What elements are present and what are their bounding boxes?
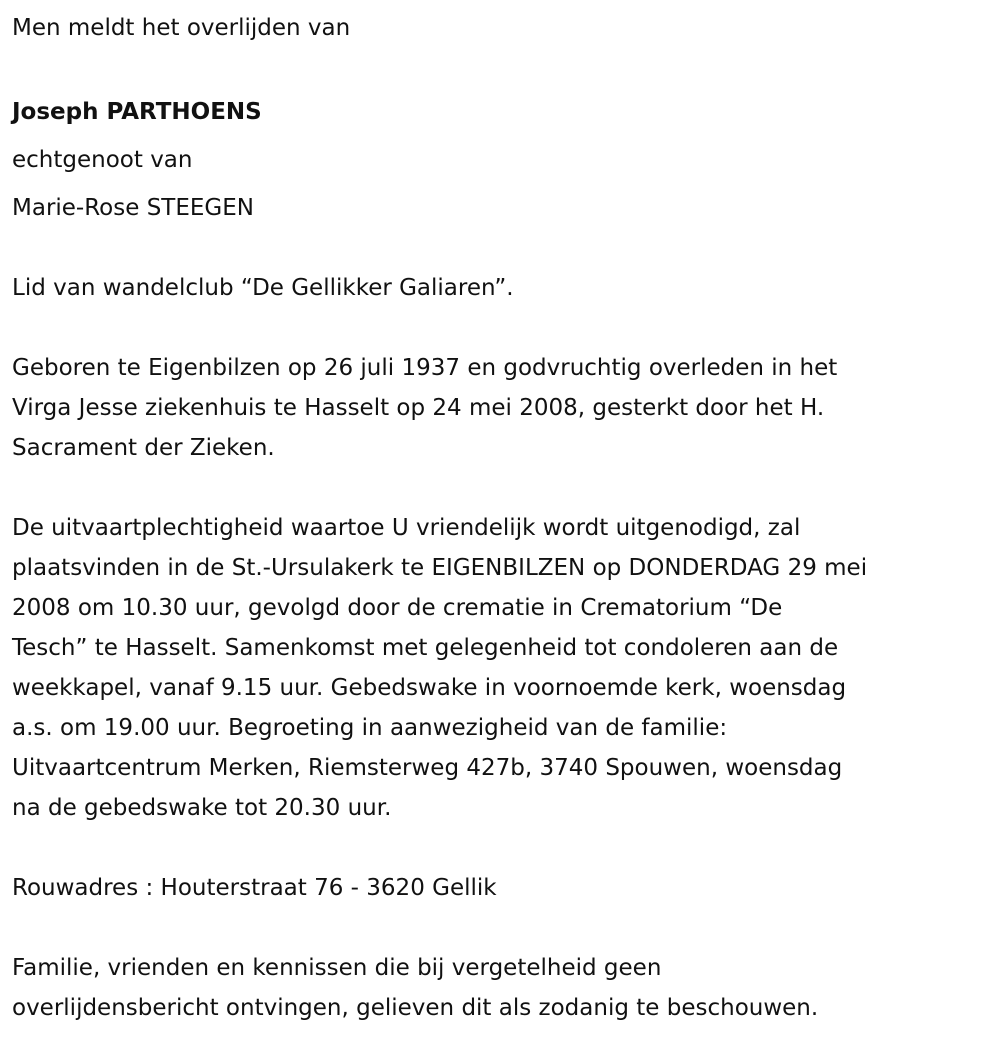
paragraph-line: na de gebedswake tot 20.30 uur. [12, 795, 392, 821]
closing-paragraph [12, 948, 867, 1028]
obituary-document [12, 8, 867, 1028]
paragraph-line: Lid van wandelclub “De Gellikker Galiaren”. [12, 275, 514, 301]
paragraph-line: Virga Jesse ziekenhuis te Hasselt op 24 mei 2008, gesterkt door het H. [12, 395, 825, 421]
paragraph-line: De uitvaartplechtigheid waartoe U vriendelijk wordt uitgenodigd, zal [12, 515, 801, 541]
paragraph-line: Tesch” te Hasselt. Samenkomst met gelegenheid tot condoleren aan de [12, 635, 839, 661]
funeral-paragraph [12, 508, 867, 828]
paragraph-line: Rouwadres : Houterstraat 76 - 3620 Gellik [12, 875, 497, 901]
intro-text: Men meldt het overlijden van [12, 15, 351, 41]
paragraph-line: weekkapel, vanaf 9.15 uur. Gebedswake in voornoemde kerk, woensdag [12, 675, 847, 701]
birth-paragraph [12, 348, 867, 468]
paragraph-line: overlijdensbericht ontvingen, gelieven dit als zodanig te beschouwen. [12, 995, 819, 1021]
paragraph-line: Sacrament der Zieken. [12, 435, 275, 461]
paragraph-line: Uitvaartcentrum Merken, Riemsterweg 427b, 3740 Spouwen, woensdag [12, 755, 843, 781]
paragraph-line: Geboren te Eigenbilzen op 26 juli 1937 en godvruchtig overleden in het [12, 355, 838, 381]
paragraph-line: plaatsvinden in de St.-Ursulakerk te EIGENBILZEN op DONDERDAG 29 mei [12, 555, 868, 581]
deceased-name: Joseph PARTHOENS [12, 99, 262, 125]
club-paragraph [12, 268, 867, 308]
paragraph-line: Familie, vrienden en kennissen die bij vergetelheid geen [12, 955, 662, 981]
paragraph-line: 2008 om 10.30 uur, gevolgd door de crematie in Crematorium “De [12, 595, 783, 621]
relation-text: echtgenoot van [12, 147, 193, 173]
address-paragraph [12, 868, 867, 908]
spouse-name: Marie-Rose STEEGEN [12, 195, 254, 221]
paragraph-line: a.s. om 19.00 uur. Begroeting in aanwezigheid van de familie: [12, 715, 728, 741]
